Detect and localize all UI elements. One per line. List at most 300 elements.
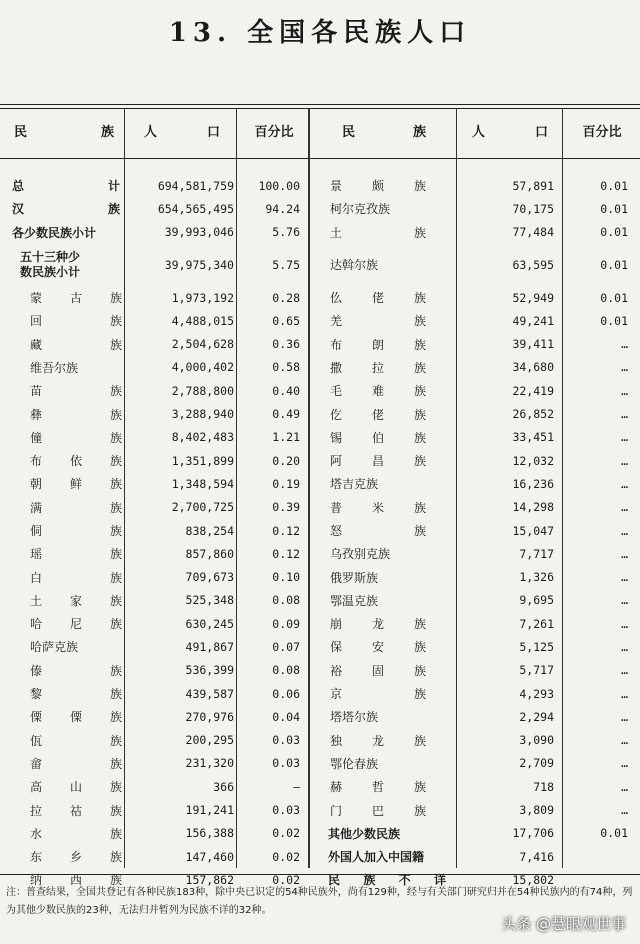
left-population: 156,388 [185,826,234,841]
ethnic-name-part: 布 [330,337,343,352]
left-percent: 100.00 [258,178,300,193]
ethnic-name-line: 五十三种少 [20,249,81,264]
left-percent: 5.75 [272,257,300,272]
left-percent: 0.02 [272,872,300,887]
left-percent: 0.09 [272,616,300,631]
left-ethnic-name [30,519,122,542]
right-ethnic-name [330,174,426,197]
right-population: 57,891 [512,178,554,193]
left-population: 536,399 [185,663,234,678]
ethnic-name-part: 侗 [30,524,43,538]
ethnic-name-part: 族 [109,733,122,748]
right-ethnic-name [330,356,426,379]
left-population: 200,295 [185,733,234,748]
right-population: 5,717 [519,663,554,678]
right-percent: … [621,500,628,515]
ethnic-name-part: 锡 [330,430,343,445]
left-population: 857,860 [185,546,234,561]
left-population: 231,320 [185,756,234,771]
ethnic-name-part: 瑶 [30,547,43,562]
ethnic-name-part: 族 [413,314,426,329]
ethnic-name-part: 达斡尔族 [330,258,379,273]
ethnic-name-part: 族 [413,360,426,375]
ethnic-name-part: 族 [109,524,122,538]
right-percent: … [621,663,628,678]
right-ethnic-name [330,379,426,402]
left-percent: 0.10 [272,570,300,585]
ethnic-name-part: 族 [413,524,426,538]
ethnic-name-part: 族 [413,663,426,678]
ethnic-name-part: 柯尔克孜族 [330,202,391,217]
left-percent: — [293,779,300,794]
left-ethnic-name [30,705,122,728]
right-percent: 0.01 [600,313,628,328]
left-percent: 0.20 [272,453,300,468]
ethnic-name-part: 总 [12,179,25,194]
right-ethnic-name [330,426,426,449]
left-population: 1,348,594 [171,476,234,491]
ethnic-name-part: 撒 [330,360,343,375]
left-ethnic-name [30,402,122,425]
left-percent: 0.36 [272,337,300,352]
right-percent: 0.01 [600,225,628,240]
right-population: 16,236 [512,476,554,491]
ethnic-name-part: 乡 [69,850,82,865]
left-percent: 0.03 [272,733,300,748]
right-population: 7,416 [519,849,554,864]
ethnic-name-part: 满 [30,500,43,515]
right-ethnic-name [330,309,426,332]
ethnic-name-part: 族 [413,780,426,795]
left-population: 439,587 [185,686,234,701]
ethnic-name-part: 维吾尔族 [30,360,79,375]
table-row [0,402,640,425]
left-population: 2,788,800 [171,383,234,398]
ethnic-name-part: 民 [328,873,341,888]
right-percent: … [621,570,628,585]
ethnic-name-part: 龙 [371,733,384,748]
ethnic-name-part: 龙 [371,617,384,632]
ethnic-name-part: 族 [109,710,122,725]
right-ethnic-name [330,705,426,728]
left-ethnic-name [30,496,122,519]
left-population: 157,862 [185,872,234,887]
table-row [0,309,640,332]
left-population: 270,976 [185,709,234,724]
ethnic-name-part: 拉 [30,803,43,818]
right-population: 2,709 [519,756,554,771]
ethnic-name-part: 阿 [330,454,343,469]
ethnic-name-part: 族 [413,733,426,748]
left-percent: 0.49 [272,407,300,422]
right-population: 3,809 [519,803,554,818]
left-ethnic-name [30,426,122,449]
right-population: 63,595 [512,257,554,272]
left-population: 491,867 [185,639,234,654]
ethnic-name-part: 族 [413,407,426,422]
right-population: 12,032 [512,453,554,468]
left-percent: 0.02 [272,826,300,841]
right-ethnic-name [330,221,426,244]
data-table-body [0,174,640,892]
right-percent: … [621,803,628,818]
right-percent: … [621,476,628,491]
header-right-population: 人 口 [472,125,548,140]
left-percent: 0.65 [272,313,300,328]
ethnic-name-part: 族 [413,384,426,399]
left-percent: 5.76 [272,225,300,240]
ethnic-name-part: 土 [30,593,43,608]
ethnic-name-part: 傣 [30,663,43,678]
ethnic-name-part: 族 [109,500,122,515]
left-ethnic-name [30,822,122,845]
ethnic-name-part: 彝 [30,407,43,422]
left-population: 4,000,402 [171,360,234,375]
right-population: 52,949 [512,290,554,305]
left-ethnic-name [30,775,122,798]
ethnic-name-part: 高 [30,780,43,795]
ethnic-name-part: 计 [107,179,120,194]
ethnic-name-part: 固 [371,663,384,678]
left-ethnic-name [30,682,122,705]
left-ethnic-name [30,729,122,752]
right-percent: … [621,453,628,468]
right-population: 7,261 [519,616,554,631]
ethnic-name-part: 东 [30,850,43,865]
right-percent: … [621,360,628,375]
right-ethnic-name [330,519,426,542]
ethnic-name-part: 普 [330,500,343,515]
ethnic-name-part: 族 [413,500,426,515]
ethnic-name-part: 族 [109,407,122,422]
ethnic-name-part: 族 [413,430,426,445]
ethnic-name-part: 蒙 [30,291,43,306]
ethnic-name-part: 哈 [30,617,43,632]
ethnic-name-part: 各少数民族小计 [12,225,97,240]
ethnic-name-part: 保 [330,640,343,655]
ethnic-name-part: 乌孜别克族 [330,547,391,562]
right-percent: … [621,733,628,748]
left-percent: 0.19 [272,476,300,491]
left-population: 366 [213,779,234,794]
right-ethnic-name [330,635,426,658]
right-population: 1,326 [519,570,554,585]
ethnic-name-part: 族 [109,780,122,795]
table-row [0,729,640,752]
right-population: 49,241 [512,313,554,328]
right-percent: … [621,779,628,794]
left-ethnic-name [30,449,122,472]
ethnic-name-part: 巴 [371,803,384,818]
table-row [0,197,640,220]
ethnic-name-part: 族 [413,291,426,306]
ethnic-name-part: 傈 [30,710,43,725]
right-population: 4,293 [519,686,554,701]
ethnic-name-part: 族 [109,593,122,608]
table-row [0,775,640,798]
header-left-percent: 百分比 [254,125,294,140]
ethnic-name-part: 祜 [69,803,82,818]
ethnic-name-part: 米 [371,500,384,515]
ethnic-name-part: 藏 [30,337,43,352]
ethnic-name-part: 族 [413,454,426,469]
right-population: 7,717 [519,546,554,561]
left-population: 694,581,759 [157,178,234,193]
table-row [0,798,640,821]
table-row [0,221,640,244]
left-ethnic-name [20,244,128,286]
table-row [0,612,640,635]
right-percent: … [621,709,628,724]
left-population: 147,460 [185,849,234,864]
ethnic-name-part: 族 [413,617,426,632]
ethnic-name-part: 族 [413,803,426,818]
right-ethnic-name [330,542,426,565]
ethnic-name-part: 塔吉克族 [330,477,379,492]
ethnic-name-part: 土 [330,225,343,240]
left-population: 630,245 [185,616,234,631]
ethnic-name-part: 塔塔尔族 [330,710,379,725]
left-ethnic-name [30,286,122,309]
ethnic-name-part: 门 [330,803,343,818]
left-ethnic-name [30,379,122,402]
right-ethnic-name [330,682,426,705]
left-percent: 0.02 [272,849,300,864]
ethnic-name-part: 哈萨克族 [30,640,79,655]
ethnic-name-part: 家 [69,593,82,608]
ethnic-name-part: 族 [109,547,122,562]
right-percent: 0.01 [600,290,628,305]
left-percent: 1.21 [272,430,300,445]
right-population: 34,680 [512,360,554,375]
left-population: 525,348 [185,593,234,608]
left-ethnic-name [30,612,122,635]
left-ethnic-name [30,309,122,332]
ethnic-name-part: 族 [413,225,426,240]
right-population: 3,090 [519,733,554,748]
left-ethnic-name [30,332,122,355]
right-population: 718 [533,779,554,794]
right-population: 39,411 [512,337,554,352]
table-row [0,174,640,197]
left-percent: 0.12 [272,546,300,561]
header-bottom-rule [0,158,640,159]
ethnic-name-part: 俄罗斯族 [330,570,379,585]
ethnic-name-part: 白 [30,570,43,585]
table-row [0,542,640,565]
left-ethnic-name [30,589,122,612]
right-population: 77,484 [512,225,554,240]
left-population: 2,700,725 [171,500,234,515]
ethnic-name-part: 族 [109,337,122,352]
right-ethnic-name [330,659,426,682]
left-percent: 0.03 [272,756,300,771]
right-ethnic-name [330,496,426,519]
right-percent: 0.01 [600,826,628,841]
ethnic-name-part: 族 [109,384,122,399]
right-percent: … [621,407,628,422]
ethnic-name-part: 族 [413,687,426,702]
ethnic-name-part: 水 [30,826,43,841]
left-percent: 0.08 [272,593,300,608]
left-percent: 0.08 [272,663,300,678]
ethnic-name-part: 颇 [371,179,384,194]
left-population: 1,973,192 [171,290,234,305]
ethnic-name-part: 佬 [371,407,384,422]
table-row [0,356,640,379]
ethnic-name-part: 畲 [30,756,43,771]
ethnic-name-part: 回 [30,314,43,329]
right-ethnic-name [330,472,426,495]
top-rule [0,104,640,105]
left-population: 2,504,628 [171,337,234,352]
ethnic-name-part: 赫 [330,780,343,795]
ethnic-name-part: 傈 [69,710,82,725]
ethnic-name-part: 怒 [330,524,343,538]
ethnic-name-part: 不 [398,873,411,888]
ethnic-name-part: 尼 [69,617,82,632]
right-percent: … [621,639,628,654]
header-left-population: 人 口 [144,125,220,140]
ethnic-name-part: 鄂温克族 [330,593,379,608]
right-ethnic-name [330,775,426,798]
right-ethnic-name [330,197,426,220]
ethnic-name-part: 仫 [330,291,343,306]
header-left-name: 民 族 [14,125,114,140]
ethnic-name-part: 佤 [30,733,43,748]
footer-rule [0,874,640,875]
footnote: 注：普查结果，全国共登记有各种民族183种，除中央已识定的54种民族外，尚有129种，经与有关部门研究归并在54种民族内的有74种，列为其他少数民族的23种，无法归并暂列为民族不详的32种。 [6,887,633,916]
ethnic-name-part: 族 [109,687,122,702]
left-ethnic-name [12,221,120,244]
right-population: 26,852 [512,407,554,422]
ethnic-name-part: 裕 [330,663,343,678]
ethnic-name-part: 哲 [371,780,384,795]
table-row [0,635,640,658]
right-percent: … [621,756,628,771]
ethnic-name-part: 山 [69,780,82,795]
table-row [0,332,640,355]
table-row [0,519,640,542]
ethnic-name-part: 苗 [30,384,43,399]
right-ethnic-name [330,565,426,588]
left-percent: 0.58 [272,360,300,375]
left-ethnic-name [12,174,120,197]
left-percent: 0.06 [272,686,300,701]
ethnic-name-part: 崩 [330,617,343,632]
right-population: 15,047 [512,523,554,538]
right-ethnic-name [330,729,426,752]
table-row [0,589,640,612]
right-ethnic-name [330,402,426,425]
ethnic-name-part: 族 [109,873,122,888]
right-percent: … [621,337,628,352]
right-population: 15,802 [512,872,554,887]
table-row [0,682,640,705]
ethnic-name-part: 仡 [330,407,343,422]
left-ethnic-name [30,635,122,658]
page-title: 13. 全国各民族人口 [168,18,472,48]
ethnic-name-part: 西 [69,873,82,888]
table-row [0,496,640,519]
table-row [0,449,640,472]
table-row [0,426,640,449]
ethnic-name-part: 佬 [371,291,384,306]
left-percent: 0.03 [272,803,300,818]
left-percent: 0.39 [272,500,300,515]
right-ethnic-name [330,589,426,612]
right-ethnic-name [328,822,446,845]
ethnic-name-part: 独 [330,733,343,748]
left-percent: 0.12 [272,523,300,538]
right-population: 33,451 [512,430,554,445]
ethnic-name-part: 鲜 [69,477,82,492]
ethnic-name-part: 昌 [371,454,384,469]
left-population: 838,254 [185,523,234,538]
ethnic-name-part: 族 [109,850,122,865]
right-ethnic-name [330,449,426,472]
right-ethnic-name [330,244,426,286]
watermark-text: 头条 @慧眼观世事 [501,915,626,933]
left-population: 1,351,899 [171,453,234,468]
ethnic-name-part: 京 [330,687,343,702]
ethnic-name-part: 伯 [371,430,384,445]
ethnic-name-part: 族 [363,873,376,888]
table-row [0,286,640,309]
right-ethnic-name [330,798,426,821]
left-population: 654,565,495 [157,201,234,216]
ethnic-name-part: 族 [109,291,122,306]
left-ethnic-name [30,659,122,682]
left-population: 709,673 [185,570,234,585]
right-percent: … [621,430,628,445]
right-population: 70,175 [512,201,554,216]
table-row [0,845,640,868]
table-row [0,822,640,845]
right-percent: … [621,593,628,608]
right-percent: 0.01 [600,257,628,272]
ethnic-name-part: 族 [413,179,426,194]
left-percent: 0.04 [272,709,300,724]
left-percent: 94.24 [265,201,300,216]
ethnic-name-part: 鄂伦春族 [330,756,379,771]
left-ethnic-name [30,472,122,495]
ethnic-name-part: 拉 [371,360,384,375]
ethnic-name-part: 族 [109,314,122,329]
ethnic-name-part: 其他少数民族 [328,826,401,841]
right-ethnic-name [328,845,446,868]
left-percent: 0.40 [272,383,300,398]
right-percent: … [621,616,628,631]
right-percent [566,845,628,868]
ethnic-name-part: 族 [413,640,426,655]
left-population: 191,241 [185,803,234,818]
left-population: 39,975,340 [164,257,234,272]
right-population: 22,419 [512,383,554,398]
ethnic-name-part: 毛 [330,384,343,399]
right-percent: … [621,383,628,398]
right-percent: … [621,523,628,538]
left-ethnic-name [12,197,120,220]
ethnic-name-part: 族 [109,826,122,841]
right-percent: 0.01 [600,178,628,193]
ethnic-name-part: 外国人加入中国籍 [328,850,425,865]
ethnic-name-part: 汉 [12,202,25,217]
ethnic-name-part: 古 [69,291,82,306]
table-row [0,752,640,775]
left-ethnic-name [30,798,122,821]
ethnic-name-part: 依 [69,454,82,469]
